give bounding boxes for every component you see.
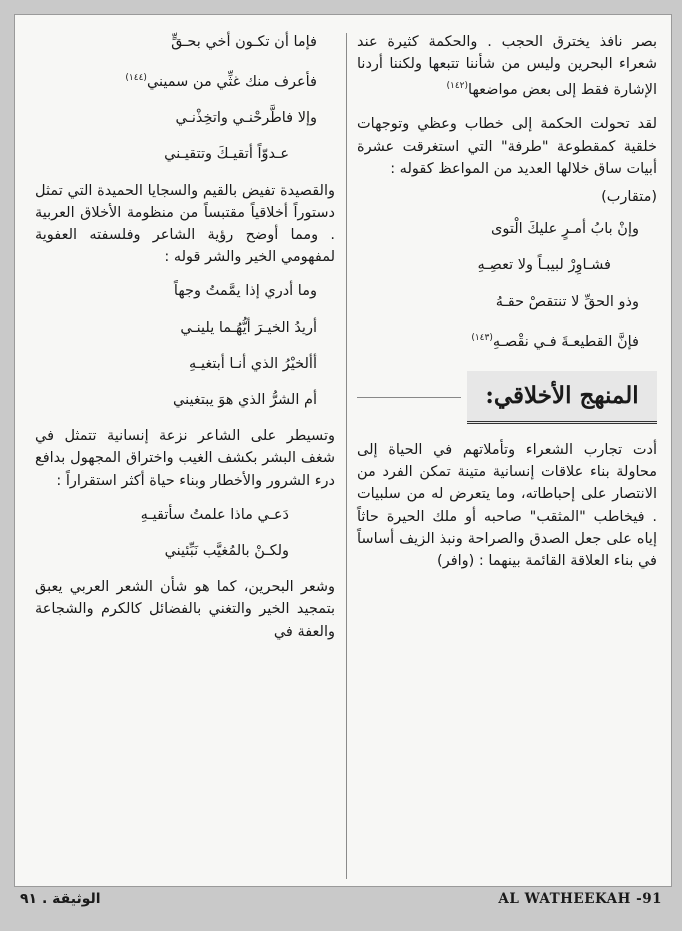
verse-line: [35, 107, 335, 129]
paragraph-text: بصر نافذ يخترق الحجب . والحكمة كثيرة عند شعراء البحرين وليس من شأننا تتبعها ولكننا أردنا الإشارة فقط إلى بعض مواضعها: [357, 34, 657, 99]
paragraph: وشعر البحرين، كما هو شأن الشعر العربي يعبق بتمجيد الخير والتغني بالفضائل كالكرم والشجاعة والعفة في: [35, 579, 335, 640]
footer-page-number-latin: AL WATHEEKAH -91: [498, 891, 662, 907]
verse-text: دَعـي ماذا علمتُ سأتقيـهِ: [140, 506, 289, 523]
verse-text: أريدُ الخيـرَ أيُّهُـما يلينـي: [180, 319, 317, 336]
verse-block: [357, 218, 657, 353]
verse-line: [35, 389, 335, 411]
verse-line: [357, 218, 657, 240]
footnote-ref: (١٤٢): [446, 81, 469, 92]
journal-page: [14, 14, 672, 887]
verse-block: [35, 280, 335, 411]
verse-line: [35, 143, 335, 165]
verse-text: أم الشرُّ الذي هوَ يبتغيني: [173, 392, 317, 409]
poetic-meter: (متقارب): [601, 189, 657, 206]
paragraph: أدت تجارب الشعراء وتأملاتهم في الحياة إلى محاولة بناء علاقات إنسانية متينة تمكن الفرد من الانتصار على إحباطاته، وما يتعرض له من سلبيات . فيخاطب "المثقب" صاحبه أو ملك الحيرة حاثاً إياه على جعل الصدق والصراحة ونبذ الزيف أساساً في بناء العلاقة القائمة بينهما : (وافر): [357, 441, 657, 569]
verse-block: [35, 504, 335, 562]
verse-text: ولكـنْ بالمُغيَّب نَبِّئيني: [164, 543, 289, 560]
verse-line: [35, 540, 335, 562]
column-divider: [346, 33, 347, 879]
verse-text: عـدوّاً أتقيـكَ وتتقيـني: [164, 146, 289, 163]
paragraph: والقصيدة تفيض بالقيم والسجايا الحميدة التي تمثل دستوراً أخلاقياً مقتبساً من منظومة الأخلاق العربية . ومما أوضح رؤية الشاعر وفلسفته العفوية لمفهومي الخير والشر قوله :: [35, 182, 335, 266]
footnote-ref: (١٤٣): [471, 332, 493, 343]
verse-text: وما أدري إذا يمَّمتُ وجهاً: [173, 283, 317, 300]
verse-block: [35, 31, 335, 166]
paragraph: [357, 31, 657, 101]
verse-text: فأعرف منك غثِّي من سميني: [146, 74, 317, 91]
section-rule: [357, 397, 461, 398]
verse-line: [35, 67, 335, 93]
verse-line: [357, 291, 657, 313]
section-header: [357, 371, 657, 423]
verse-text: فإما أن تكـون أخي بحـقٍّ: [171, 34, 317, 50]
footer-page-number-arabic: الوثيقة . ٩١: [20, 891, 101, 907]
paragraph: وتسيطر على الشاعر نزعة إنسانية تتمثل في شغف البشر بكشف الغيب واختراق المجهول بدافع درء الشرور والأخطار وبناء حياة أكثر استقراراً :: [35, 428, 335, 489]
verse-line: [35, 317, 335, 339]
verse-text: فإنَّ القطيعـةَ فـي نقْصـهِ: [492, 333, 639, 350]
verse-line: [35, 280, 335, 302]
verse-text: وإلا فاطَّرحْنـي واتخِذْنـي: [175, 110, 317, 127]
footnote-ref: (١٤٤): [125, 73, 147, 84]
verse-line: [35, 504, 335, 526]
verse-line: [357, 327, 657, 353]
paragraph: لقد تحولت الحكمة إلى خطاب وعظي وتوجهات خلقية كمقطوعة "طرفة" التي استغرقت عشرة أبيات ساق خلالها العديد من المواعظ كقوله :: [357, 116, 657, 177]
verse-line: [35, 31, 335, 53]
left-column: [35, 31, 335, 655]
verse-text: وذو الحقِّ لا تنتقصْ حقـهُ: [495, 293, 639, 310]
verse-text: فشـاوِرْ لبيبـاً ولا تعصِـهِ: [477, 257, 611, 274]
verse-line: [357, 254, 657, 276]
verse-text: أألخيْرُ الذي أنـا أبتغيـهِ: [188, 355, 317, 372]
right-column: [357, 31, 657, 584]
verse-text: وإنْ بابُ أمـرٍ عليكَ الْتوى: [491, 221, 639, 238]
section-title: المنهج الأخلاقي:: [467, 371, 657, 424]
verse-line: [35, 353, 335, 375]
